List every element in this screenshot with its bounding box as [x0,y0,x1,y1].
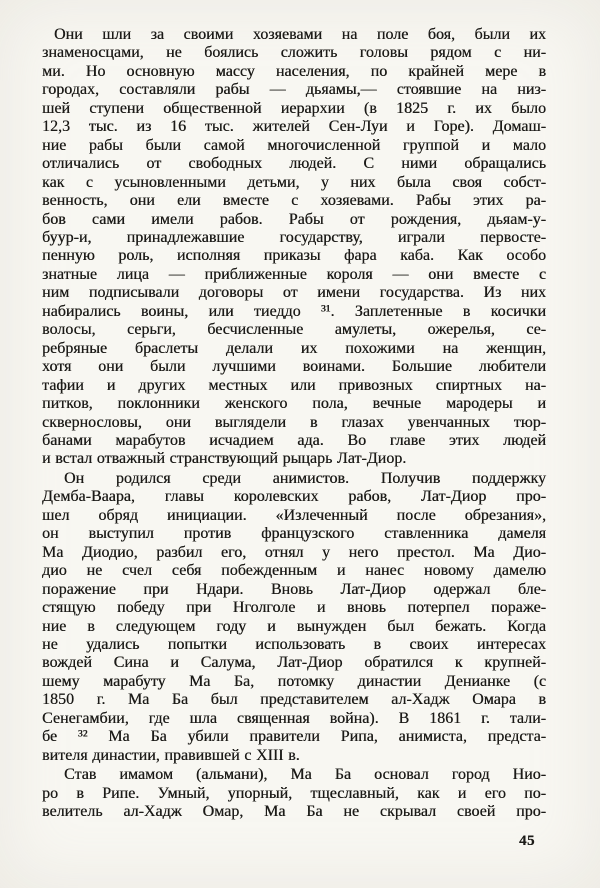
text-line: пенную роль, исполняя приказы фара каба. Как особо [42,247,546,265]
paragraph [42,26,546,469]
text-line: банами марабутов исчадием ада. Во главе этих людей [42,431,546,449]
text-line: вождей Сина и Салума, Лат-Диор обратился к крупней- [42,654,546,672]
text-line: дио не счел себя побежденным и нанес новому дамелю [42,562,546,580]
text-line: буур-и, принадлежавшие государству, играли первосте- [42,228,546,246]
text-line: как с усыновленными детьми, у них была своя собст- [42,173,546,191]
text-line: не удались попытки использовать в своих интересах [42,635,546,653]
text-line: бов сами имели рабов. Рабы от рождения, дьяам-у- [42,210,546,228]
text-line: он выступил против французского ставленника дамеля [42,525,546,543]
page-number: 45 [519,833,535,849]
text-line: 1850 г. Ма Ба был представителем ал-Хадж Омара в [42,691,546,709]
text-line: сквернословы, они выглядели в глазах увенчанных тюр- [42,413,546,431]
text-line: городах, составляли рабы — дьяамы,— стоявшие на низ- [42,81,546,99]
text-line: ро в Рипе. Умный, упорный, тщеславный, как и его по- [42,784,546,802]
text-line: шел обряд инициации. «Излеченный после обрезания», [42,506,546,524]
text-line: ним подписывали договоры от имени государства. Из них [42,284,546,302]
paragraph [42,766,546,821]
text-line: Ма Диодио, разбил его, отнял у него престол. Ма Дио- [42,543,546,561]
text-line: тафии и других местных или привозных спиртных на- [42,376,546,394]
text-line: Сенегамбии, где шла священная война). В 1861 г. тали- [42,709,546,727]
text-line: стящую победу при Нголголе и вновь потерпел пораже- [42,599,546,617]
paragraph [42,470,546,765]
text-line: шему марабуту Ма Ба, потомку династии Денианке (с [42,672,546,690]
text-line: Они шли за своими хозяевами на поле боя, были их [54,26,546,43]
text-line: ребряные браслеты делали их похожими на женщин, [42,339,546,357]
text-line: хотя они были лучшими воинами. Большие любители [42,358,546,376]
text-line: 12,3 тыс. из 16 тыс. жителей Сен-Луи и Горе). Домаш- [42,118,546,136]
text-line: питков, поклонники женского пола, вечные мародеры и [42,395,546,413]
text-line: ми. Но основную массу населения, по крайней мере в [42,62,546,80]
text-line: бе ³² Ма Ба убили правители Рипа, анимиста, предста- [42,728,546,746]
text-line: отличались от свободных людей. С ними обращались [42,155,546,173]
text-line: и встал отважный странствующий рыцарь Лат-Диор. [42,450,407,468]
text-line: знаменосцами, не боялись сложить головы рядом с ни- [42,44,546,62]
text-line: шей ступени общественной иерархии (в 1825 г. их было [42,99,546,117]
text-line: ние рабы были самой многочисленной группой и мало [42,136,546,154]
text-line: вителя династии, правившей с XIII в. [42,746,300,764]
text-line: велитель ал-Хадж Омар, Ма Ба не скрывал своей про- [42,803,546,821]
text-line: набирались воины, или тиеддо ³¹. Заплетенные в косички [42,302,546,320]
text-line: волосы, серьги, бесчисленные амулеты, ожерелья, се- [42,321,546,339]
text-line: Став имамом (альмани), Ма Ба основал город Нио- [64,766,546,784]
text-line: знатные лица — приближенные короля — они вместе с [42,265,546,283]
text-line: Он родился среди анимистов. Получив поддержку [64,469,546,487]
text-line: ние в следующем году и вынужден был бежать. Когда [42,617,546,635]
text-line: венность, они ели вместе с хозяевами. Рабы этих ра- [42,192,546,210]
page-text [42,26,546,821]
text-line: поражение при Ндари. Вновь Лат-Диор одержал бле- [42,580,546,598]
text-line: Демба-Ваара, главы королевских рабов, Лат-Диор про- [42,488,546,506]
